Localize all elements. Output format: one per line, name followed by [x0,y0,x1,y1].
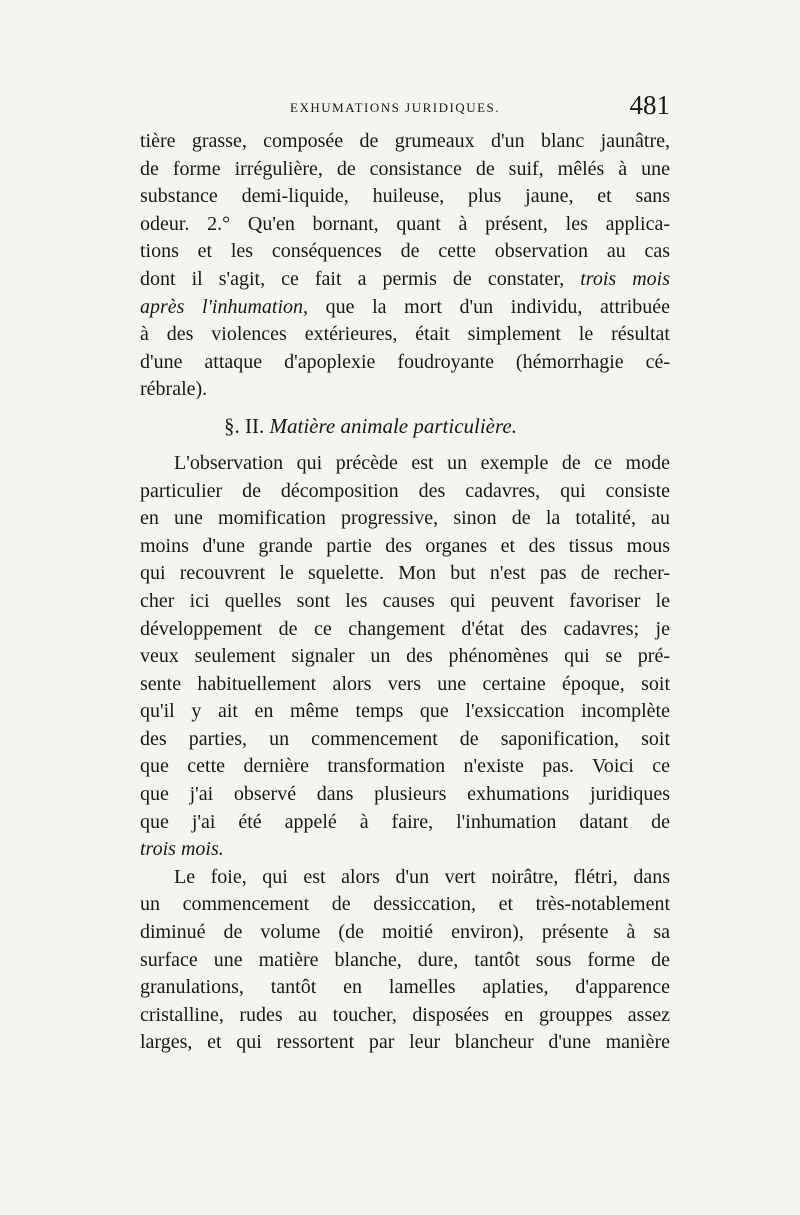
text-segment: dont il s'agit, ce fait a permis de constater, [140,267,565,290]
text-line: tière grasse, composée de grumeaux d'un blanc jaunâtre, [140,130,670,152]
text-line: que cette dernière transformation n'existe pas. Voici ce [140,755,670,778]
text-line: veux seulement signaler un des phénomènes qui se pré- [140,645,670,668]
text-line: qui recouvrent le squelette. Mon but n'est pas de recher- [140,562,670,585]
text-line: d'une attaque d'apoplexie foudroyante (hémorrhagie cé- [140,350,670,373]
page-number: 481 [629,90,670,120]
text-line: Le foie, qui est alors d'un vert noirâtre, flétri, dans [174,865,670,888]
running-head [140,90,670,130]
italic-phrase: trois mois. [140,838,224,861]
text-line: à des violences extérieures, était simplement le résultat [140,323,670,346]
running-title: EXHUMATIONS JURIDIQUES. [290,100,500,115]
text-line: odeur. 2.° Qu'en bornant, quant à présent, les applica- [140,212,670,235]
text-line: surface une matière blanche, dure, tantôt sous forme de [140,948,670,971]
text-line: en une momification progressive, sinon de la totalité, au [140,507,670,530]
section-title: Matière animale particulière. [269,413,517,438]
text-line: particulier de décomposition des cadavres, qui consiste [140,479,670,502]
text-line: sente habituellement alors vers une certaine époque, soit [140,672,670,695]
text-line: des parties, un commencement de saponification, soit [140,727,670,750]
section-heading [140,406,670,446]
text-line [140,294,670,322]
text-line: rébrale). [140,378,208,401]
section-number: §. II. [224,413,265,438]
body-text [140,128,670,1057]
text-segment: que la mort d'un individu, attribuée [308,295,671,318]
italic-phrase: trois mois [580,267,670,290]
text-line: cher ici quelles sont les causes qui peuvent favoriser le [140,589,670,612]
text-line: de forme irrégulière, de consistance de suif, mêlés à une [140,157,670,180]
text-line: qu'il y ait en même temps que l'exsiccation incomplète [140,700,670,723]
text-line: L'observation qui précède est un exemple de ce mode [174,451,670,474]
text-line: substance demi-liquide, huileuse, plus jaune, et sans [140,185,670,208]
text-line [140,266,670,294]
text-line [140,836,670,864]
text-line: développement de ce changement d'état des cadavres; je [140,617,670,640]
text-line: tions et les conséquences de cette observation au cas [140,240,670,263]
text-line: granulations, tantôt en lamelles aplaties, d'apparence [140,976,670,999]
text-line: cristalline, rudes au toucher, disposées en grouppes assez [140,1003,670,1026]
text-line: diminué de volume (de moitié environ), présente à sa [140,921,670,944]
text-line: larges, et qui ressortent par leur blancheur d'une manière [140,1031,670,1054]
text-line: que j'ai observé dans plusieurs exhumations juridiques [140,783,670,806]
italic-phrase: après l'inhumation, [140,295,309,318]
text-line: un commencement de dessiccation, et très-notablement [140,893,670,916]
text-line: que j'ai été appelé à faire, l'inhumation datant de [140,810,670,833]
text-line: moins d'une grande partie des organes et des tissus mous [140,534,670,557]
